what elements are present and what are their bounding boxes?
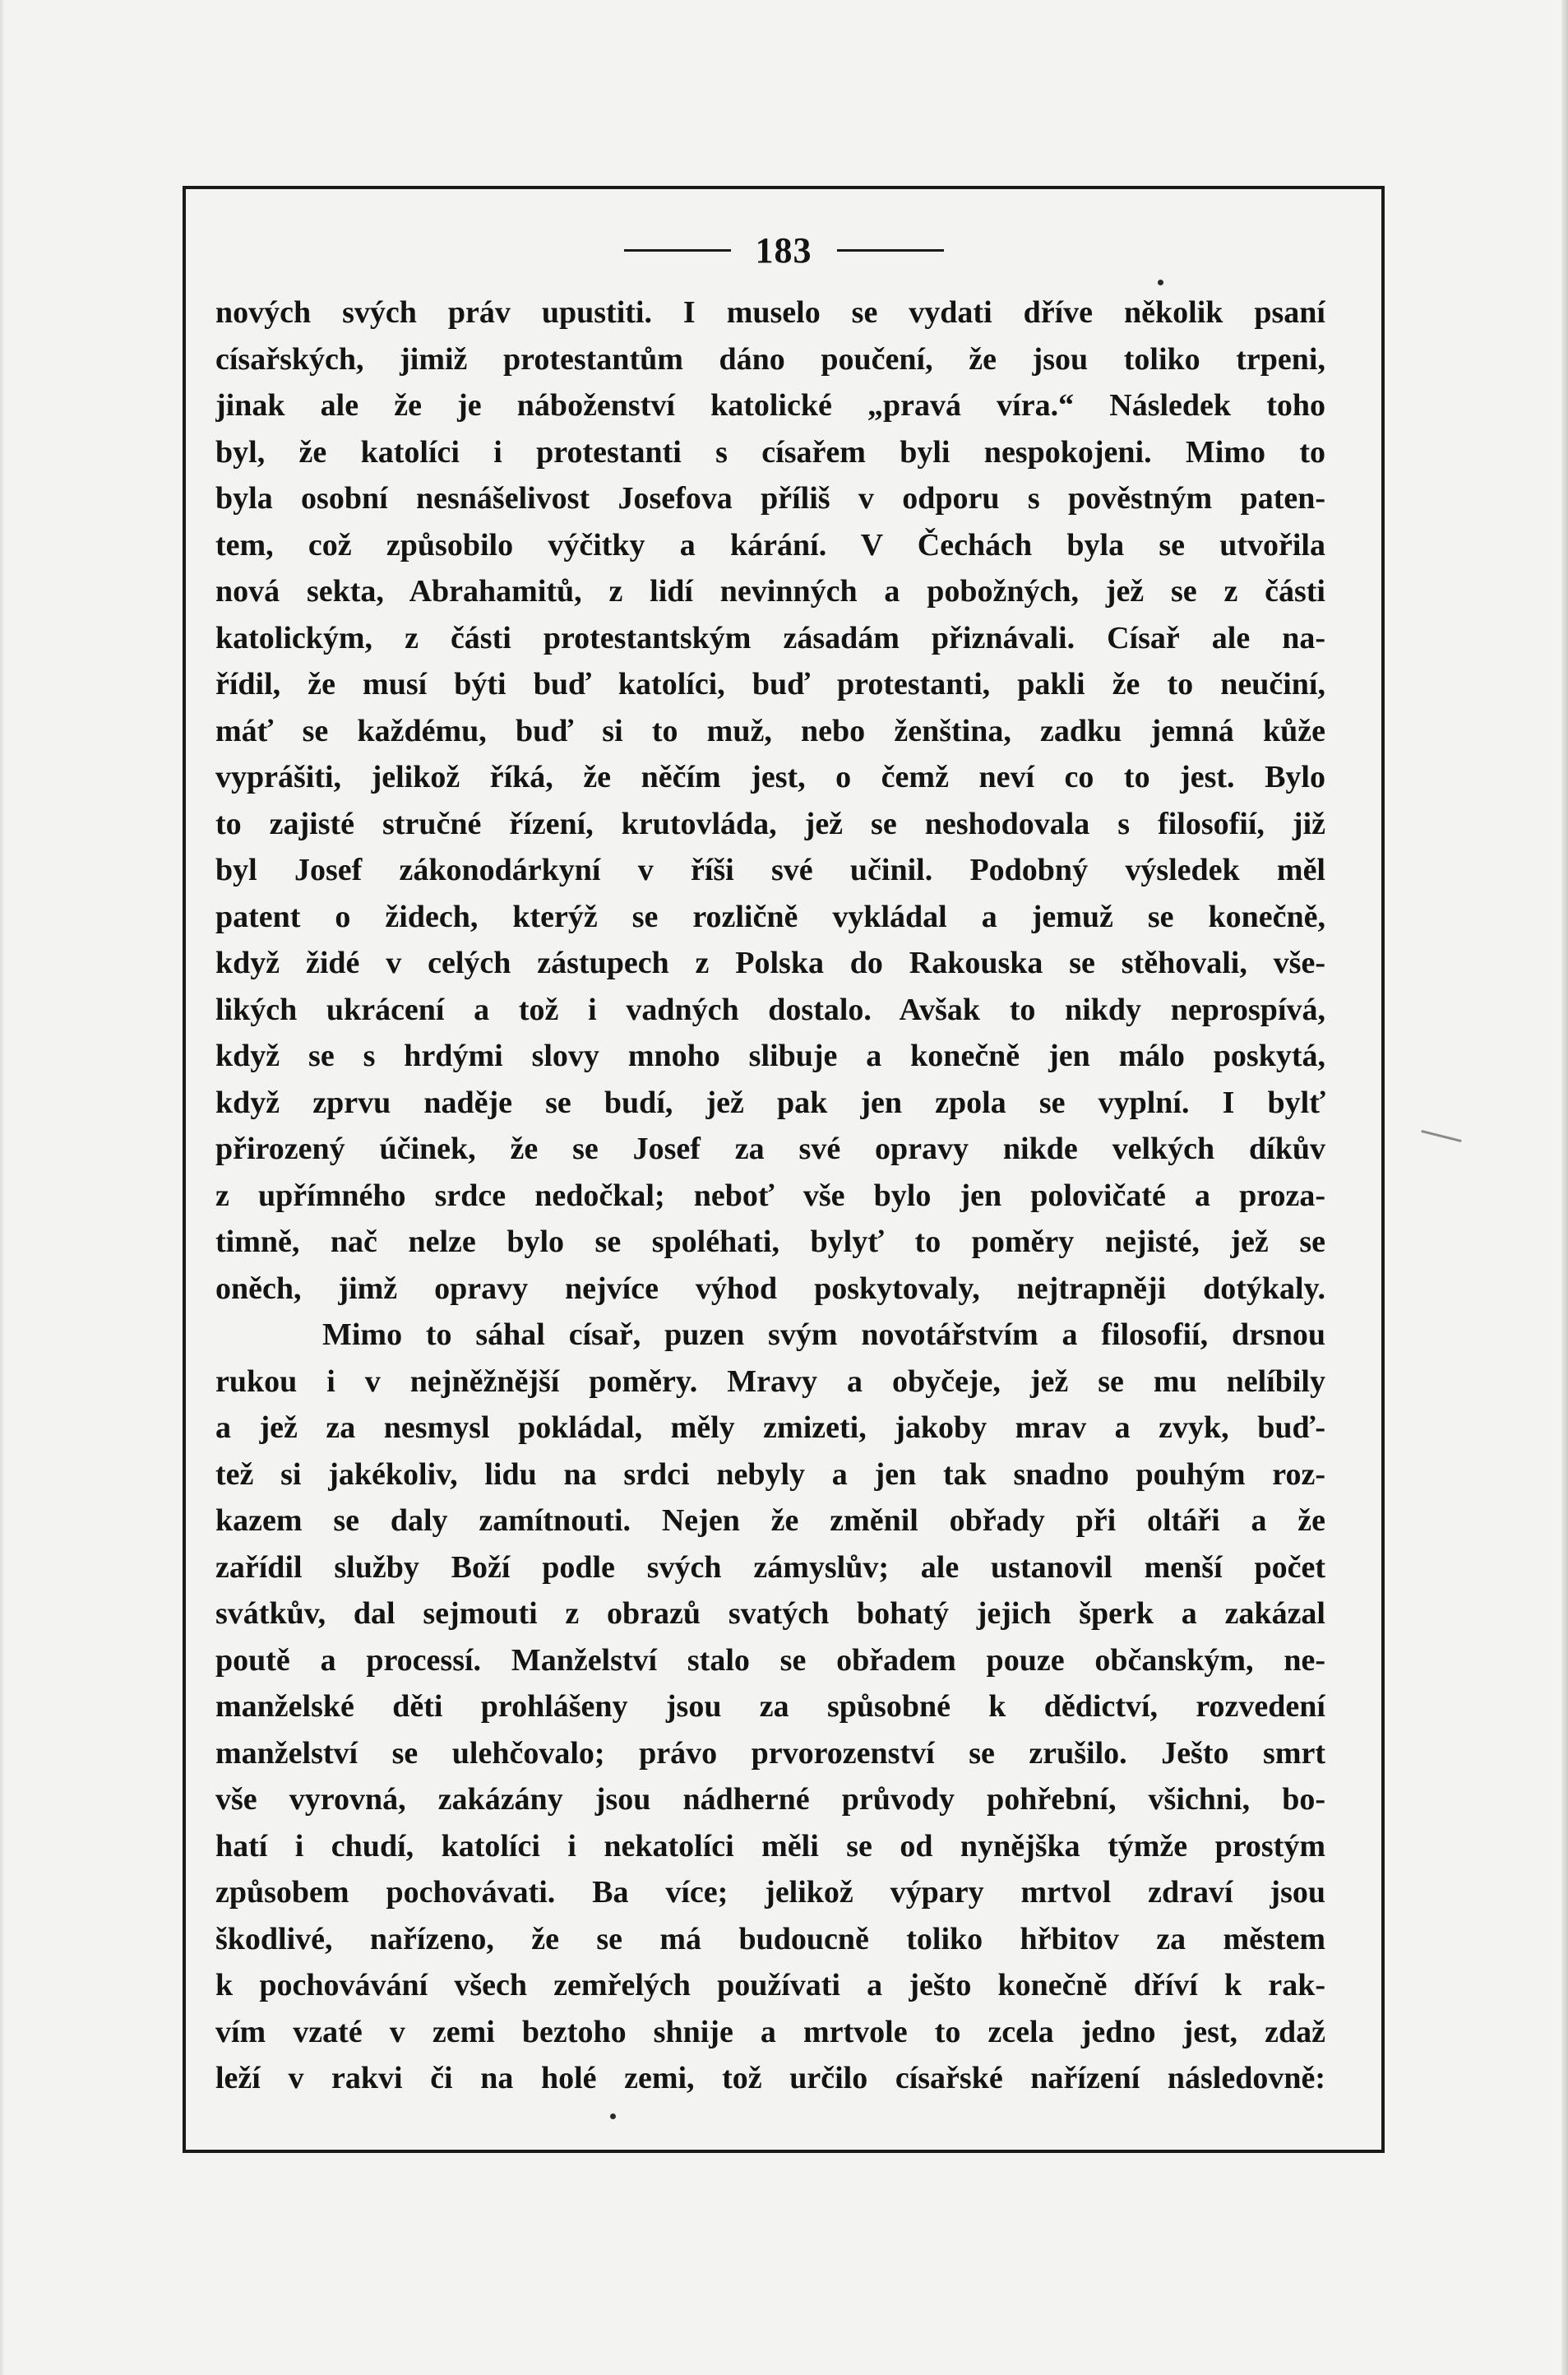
text-line: svátkův, dal sejmouti z obrazů svatých bohatý jejich šperk a zakázal <box>215 1596 1325 1631</box>
text-line: nová sekta, Abrahamitů, z lidí nevinných a pobožných, jež se z části <box>215 574 1325 609</box>
text-line: když se s hrdými slovy mnoho slibuje a konečně jen málo poskytá, <box>215 1039 1325 1073</box>
text-line: máť se každému, buď si to muž, nebo ženština, zadku jemná kůže <box>215 713 1325 748</box>
text-line: vše vyrovná, zakázány jsou nádherné průvody pohřební, všichni, bo- <box>215 1782 1325 1817</box>
text-line: poutě a processí. Manželství stalo se obřadem pouze občanským, ne- <box>215 1642 1325 1678</box>
text-line: timně, nač nelze bylo se spoléhati, bylyť to poměry nejisté, jež se <box>215 1225 1325 1259</box>
header-rule-right <box>837 249 944 252</box>
text-line: likých ukrácení a tož i vadných dostalo. Avšak to nikdy neprospívá, <box>215 992 1325 1027</box>
text-line: patent o židech, kterýž se rozličně vykládal a jemuž se konečně, <box>215 899 1325 934</box>
text-line: tež si jakékoliv, lidu na srdci nebyly a jen tak snadno pouhým roz- <box>215 1456 1325 1492</box>
text-line: katolickým, z části protestantským zásadám přiznávali. Císař ale na- <box>215 620 1325 655</box>
text-line: vím vzaté v zemi beztoho shnije a mrtvole to zcela jedno jest, zdaž <box>215 2014 1325 2049</box>
text-line: způsobem pochovávati. Ba více; jelikož výpary mrtvol zdraví jsou <box>215 1875 1325 1910</box>
margin-pencil-mark <box>1421 1130 1461 1142</box>
text-line: k pochovávání všech zemřelých používati a ješto konečně dříví k rak- <box>215 1968 1325 2002</box>
text-line: vyprášiti, jelikož říká, že něčím jest, o čemž neví co to jest. Bylo <box>215 760 1325 794</box>
body-text <box>215 289 1325 2102</box>
scan-edge-left <box>0 0 5 2375</box>
text-line: leží v rakvi či na holé zemi, tož určilo císařské nařízení následovně: <box>215 2061 1325 2095</box>
text-line: a jež za nesmysl pokládal, měly zmizeti, jakoby mrav a zvyk, buď- <box>215 1410 1325 1445</box>
text-line: jinak ale že je náboženství katolické „pravá víra.“ Následek toho <box>215 388 1325 423</box>
text-line: byl Josef zákonodárkyní v říši své učinil. Podobný výsledek měl <box>215 853 1325 887</box>
text-line: nových svých práv upustiti. I muselo se vydati dříve několik psaní <box>215 295 1325 330</box>
text-line: když zprvu naděje se budí, jež pak jen zpola se vyplní. I bylť <box>215 1085 1325 1120</box>
paragraph-end-line: oněch, jimž opravy nejvíce výhod poskytovaly, nejtrapněji dotýkaly. <box>215 1271 1325 1306</box>
paragraph-start-line: Mimo to sáhal císař, puzen svým novotářstvím a filosofií, drsnou <box>322 1317 1325 1352</box>
text-line: manželské děti prohlášeny jsou za spůsobné k dědictví, rozvedení <box>215 1689 1325 1724</box>
header-rule-left <box>624 249 731 252</box>
page-number: 183 <box>755 229 812 271</box>
text-line: když židé v celých zástupech z Polska do Rakouska se stěhovali, vše- <box>215 946 1325 980</box>
page-header <box>183 220 1385 280</box>
text-line: císařských, jimiž protestantům dáno poučení, že jsou toliko trpeni, <box>215 341 1325 377</box>
text-line: kazem se daly zamítnouti. Nejen že změnil obřady při oltáři a že <box>215 1503 1325 1538</box>
text-line: přirozený účinek, že se Josef za své opravy nikde velkých díkův <box>215 1132 1325 1166</box>
text-line: byla osobní nesnášelivost Josefova příliš v odporu s pověstným paten- <box>215 481 1325 516</box>
text-line: tem, což způsobilo výčitky a kárání. V Čechách byla se utvořila <box>215 527 1325 562</box>
text-line: řídil, že musí býti buď katolíci, buď protestanti, pakli že to neučiní, <box>215 667 1325 701</box>
text-line: to zajisté stručné řízení, krutovláda, jež se neshodovala s filosofií, již <box>215 806 1325 841</box>
text-line: manželství se ulehčovalo; právo prvorozenství se zrušilo. Ješto smrt <box>215 1735 1325 1771</box>
text-line: rukou i v nejněžnější poměry. Mravy a obyčeje, jež se mu nelíbily <box>215 1363 1325 1399</box>
ink-speck <box>1158 280 1163 285</box>
text-line: škodlivé, nařízeno, že se má budoucně toliko hřbitov za městem <box>215 1921 1325 1956</box>
text-line: z upřímného srdce nedočkal; neboť vše bylo jen polovičaté a proza- <box>215 1178 1325 1213</box>
scan-edge-right <box>1561 0 1568 2375</box>
ink-speck <box>610 2113 616 2119</box>
text-line: byl, že katolíci i protestanti s císařem byli nespokojeni. Mimo to <box>215 434 1325 470</box>
text-line: hatí i chudí, katolíci i nekatolíci měli se od nynějška týmže prostým <box>215 1828 1325 1863</box>
text-line: zařídil služby Boží podle svých zámyslův; ale ustanovil menší počet <box>215 1549 1325 1585</box>
